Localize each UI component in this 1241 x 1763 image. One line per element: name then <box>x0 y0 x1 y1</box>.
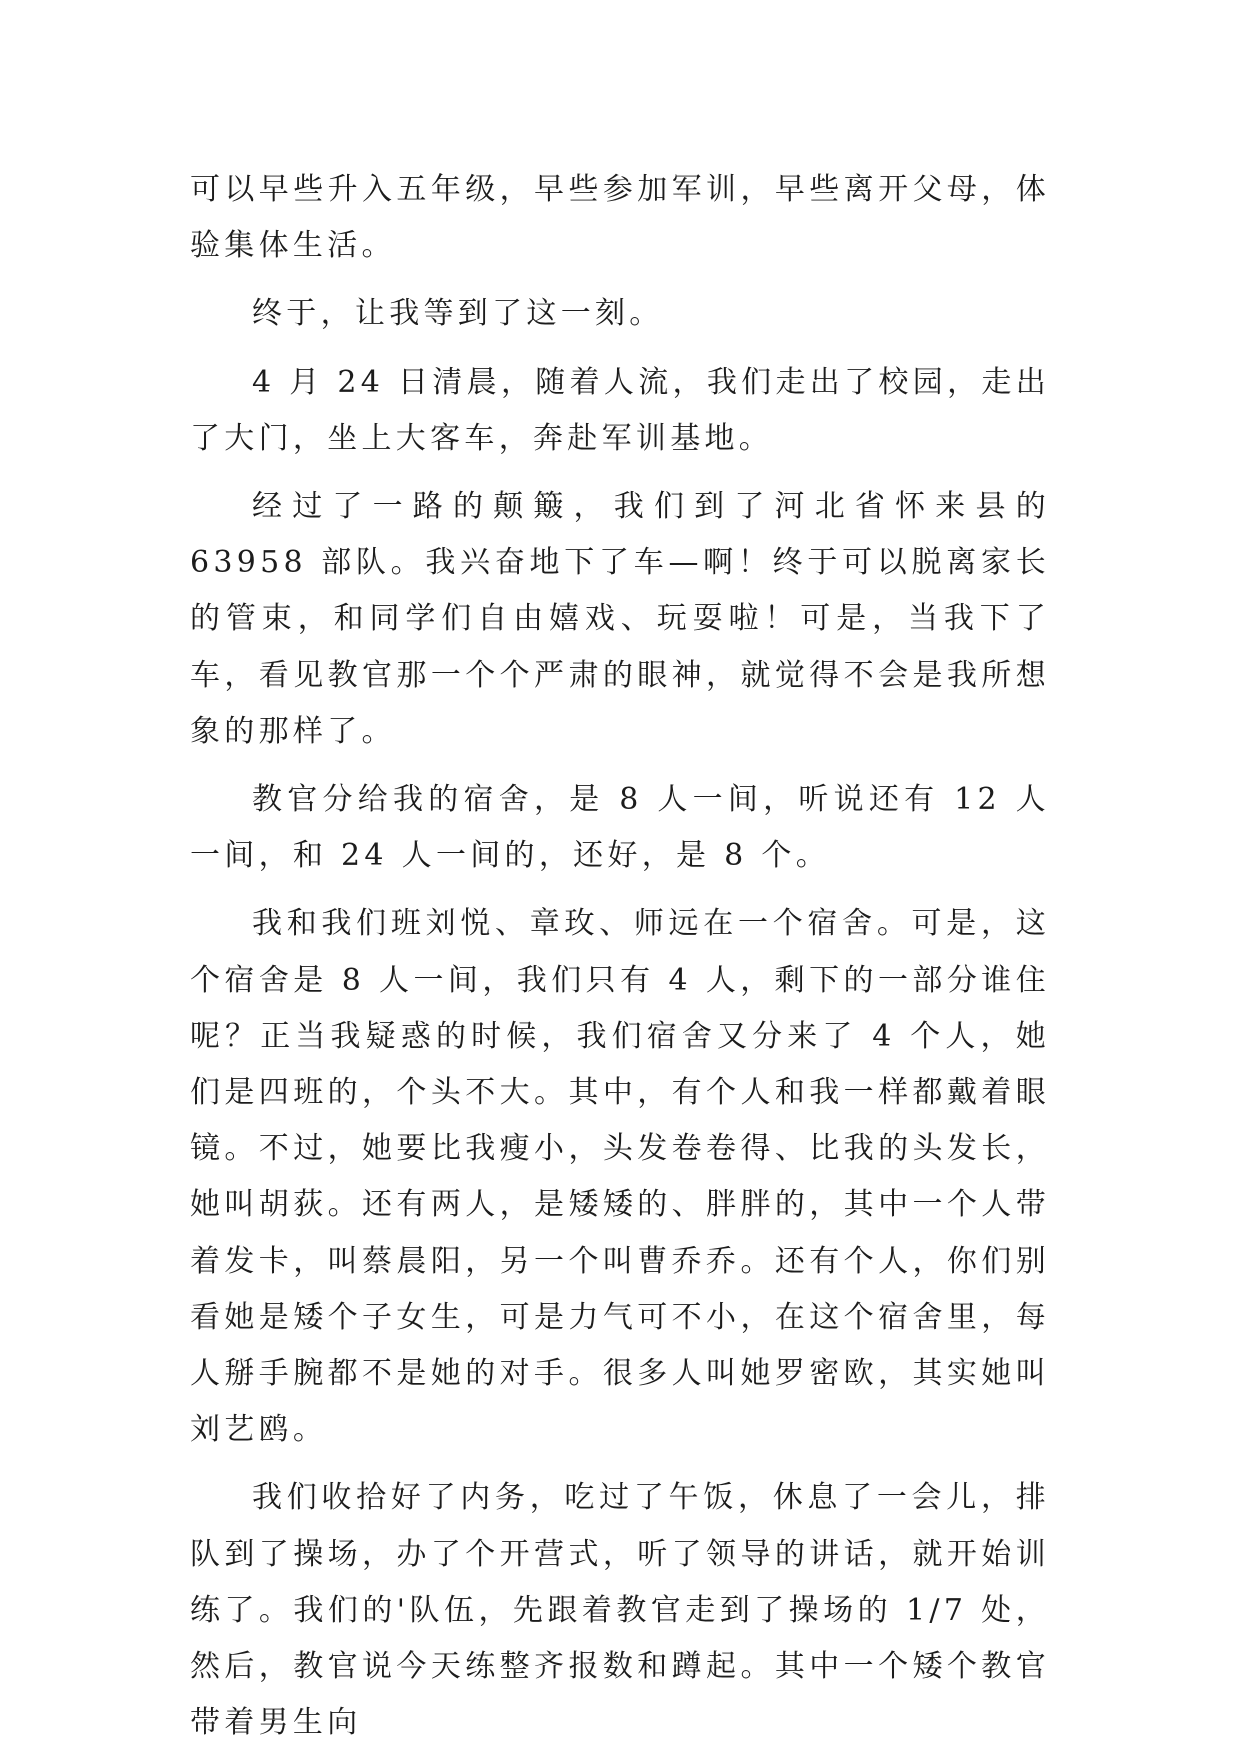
paragraph: 4 月 24 日清晨，随着人流，我们走出了校园，走出了大门，坐上大客车，奔赴军训基地。 <box>190 364 1050 456</box>
paragraph: 我们收拾好了内务，吃过了午饭，休息了一会儿，排队到了操场，办了个开营式，听了领导的讲话，就开始训练了。我们的'队伍，先跟着教官走到了操场的 1/7 处，然后，教官说今天练整齐报数和蹲起。其中一个矮个教官带着男生向 <box>190 1480 1050 1741</box>
paragraph: 可以早些升入五年级，早些参加军训，早些离开父母，体验集体生活。 <box>190 172 1050 264</box>
document-body <box>190 162 1050 1763</box>
paragraph: 我和我们班刘悦、章玫、师远在一个宿舍。可是，这个宿舍是 8 人一间，我们只有 4 人，剩下的一部分谁住呢？正当我疑惑的时候，我们宿舍又分来了 4 个人，她们是四班的，个头不大。其中，有个人和我一样都戴着眼镜。不过，她要比我瘦小，头发卷卷得、比我的头发长，她叫胡荻。还有两人，是矮矮的、胖胖的，其中一个人带着发卡，叫蔡晨阳，另一个叫曹乔乔。还有个人，你们别看她是矮个子女生，可是力气可不小，在这个宿舍里，每人掰手腕都不是她的对手。很多人叫她罗密欧，其实她叫刘艺鸥。 <box>190 906 1050 1448</box>
paragraph: 终于，让我等到了这一刻。 <box>252 296 664 332</box>
paragraph: 教官分给我的宿舍，是 8 人一间，听说还有 12 人一间，和 24 人一间的，还好，是 8 个。 <box>190 782 1050 874</box>
paragraph: 经过了一路的颠簸，我们到了河北省怀来县的 63958 部队。我兴奋地下了车—啊！终于可以脱离家长的管束，和同学们自由嬉戏、玩耍啦！可是，当我下了车，看见教官那一个个严肃的眼神，就觉得不会是我所想象的那样了。 <box>190 489 1050 749</box>
